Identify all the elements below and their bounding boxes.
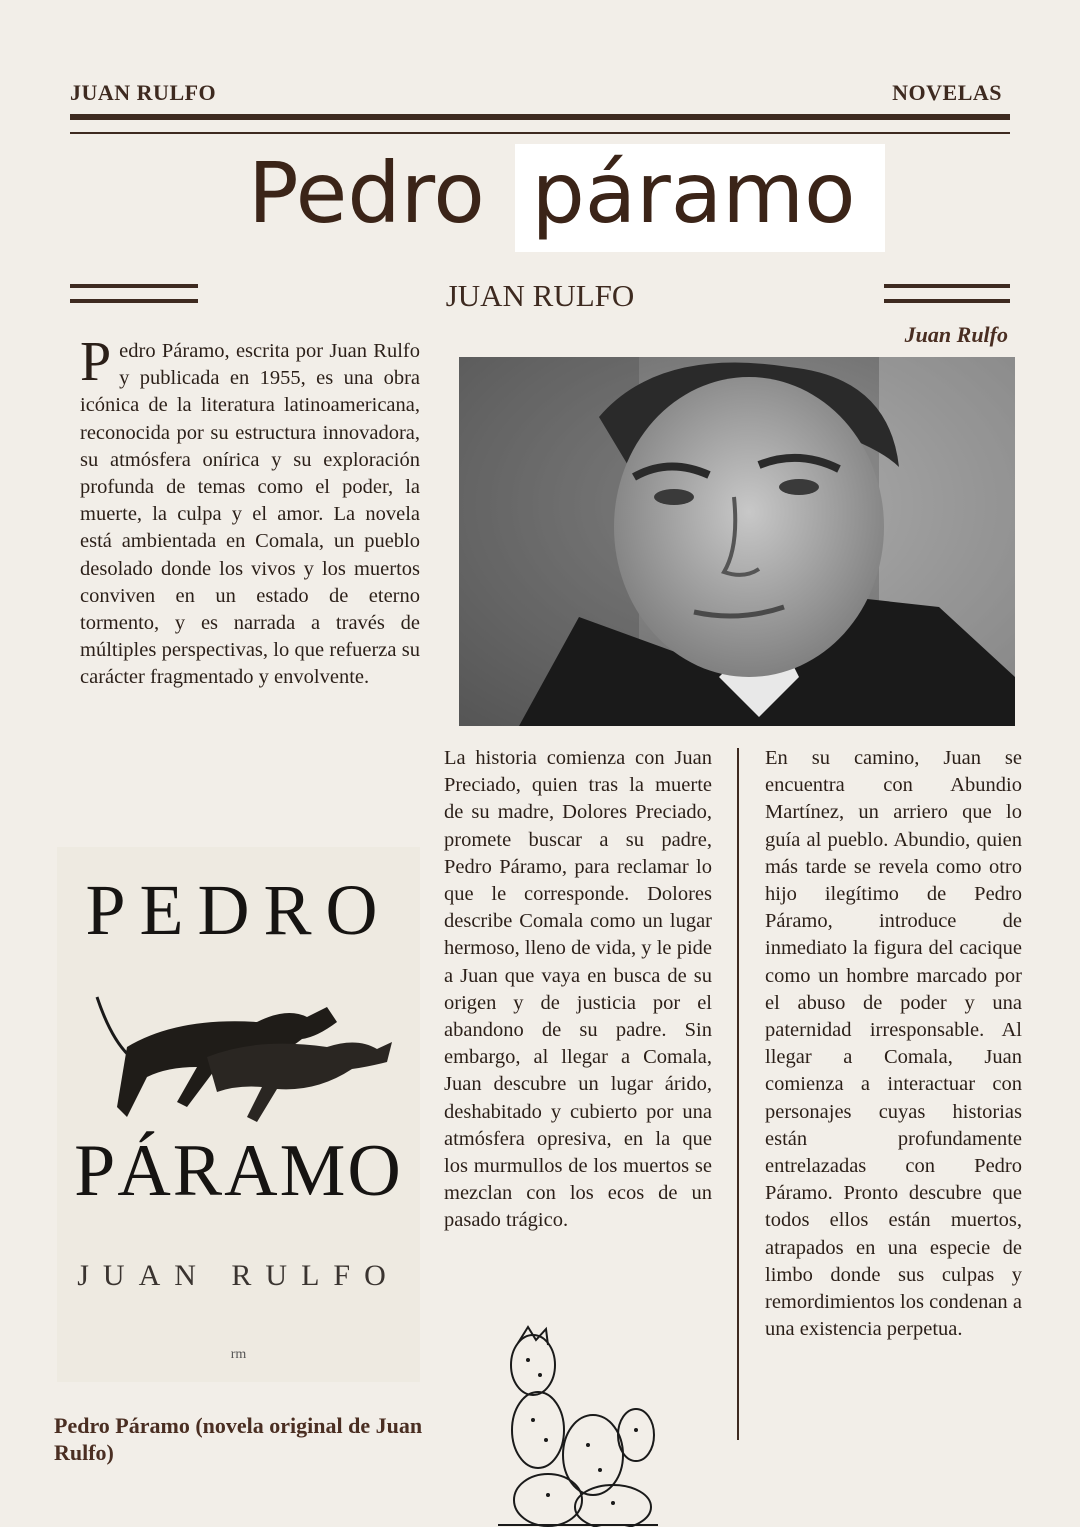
page-title (248, 138, 885, 248)
book-cover (57, 847, 420, 1382)
cover-publisher: rm (230, 1347, 247, 1362)
header-right: NOVELAS (892, 80, 1002, 105)
subtitle-rule-right-2 (884, 299, 1010, 303)
column-2: La historia comienza con Juan Preciado, quien tras la muerte de su madre, Dolores Preciado, promete buscar a su padre, Pedro Páramo, para reclamar lo que le corresponde. Dolores describe Comala como un lugar hermoso, lleno de vida, y le pide a Juan que vaya en busca de su origen y de justicia por el abandono de su padre. Sin embargo, al llegar a Comala, Juan descubre un lugar árido, deshabitado y cubierto por una atmósfera opresiva, en la que los murmullos de los muertos se mezclan con los ecos de un pasado trágico. (444, 747, 712, 1232)
subtitle: JUAN RULFO (445, 278, 635, 313)
column-divider (737, 748, 739, 1440)
header-left: JUAN RULFO (70, 80, 217, 105)
subtitle-rule-right-1 (884, 284, 1010, 288)
cover-title-line2: PÁRAMO (74, 1130, 403, 1212)
column-3: En su camino, Juan se encuentra con Abundio Martínez, un arriero que lo guía al pueblo. Abundio, quien más tarde se revela como otro hijo ilegítimo de Pedro Páramo, introduce de inmediato la figura del cacique como un hombre marcado por el abuso de poder y una paternidad irresponsable. Al llegar a Comala, Juan comienza a interactuar con personajes cuyas historias están profundamente entrelazadas con Pedro Páramo. Pronto descubre que todos ellos están muertos, atrapados en una especie de limbo donde sus culpas y remordimientos los condenan a una existencia perpetua. (765, 747, 1022, 1341)
cover-caption: Pedro Páramo (novela original de Juan Rulfo) (54, 1413, 423, 1465)
intro-paragraph (80, 331, 420, 692)
cover-author: JUAN RULFO (77, 1259, 400, 1292)
photo-caption: Juan Rulfo (904, 322, 1008, 347)
header-rule-thick (70, 114, 1010, 120)
title-word-pedro: Pedro (248, 144, 485, 242)
intro-text: edro Páramo, escrita por Juan Rulfo y publicada en 1955, es una obra icónica de la literatura latinoamericana, reconocida por su estructura innovadora, su atmósfera onírica y su exploración profunda de temas como el poder, la muerte, la culpa y el amor. La novela está ambientada en Comala, un pueblo desolado donde los vivos y los muertos conviven en un estado de eterno tormento, y es narrada a través de múltiples perspectivas, lo que refuerza su carácter fragmentado y envolvente. (80, 340, 420, 689)
cactus-illustration (488, 1325, 668, 1527)
header-rule-thin (70, 132, 1010, 134)
author-photo (459, 357, 1015, 726)
title-word-paramo: páramo (515, 144, 885, 252)
cover-title-line1: PEDRO (85, 870, 392, 950)
dogs-illustration (87, 977, 397, 1127)
drop-cap: P (80, 331, 112, 393)
